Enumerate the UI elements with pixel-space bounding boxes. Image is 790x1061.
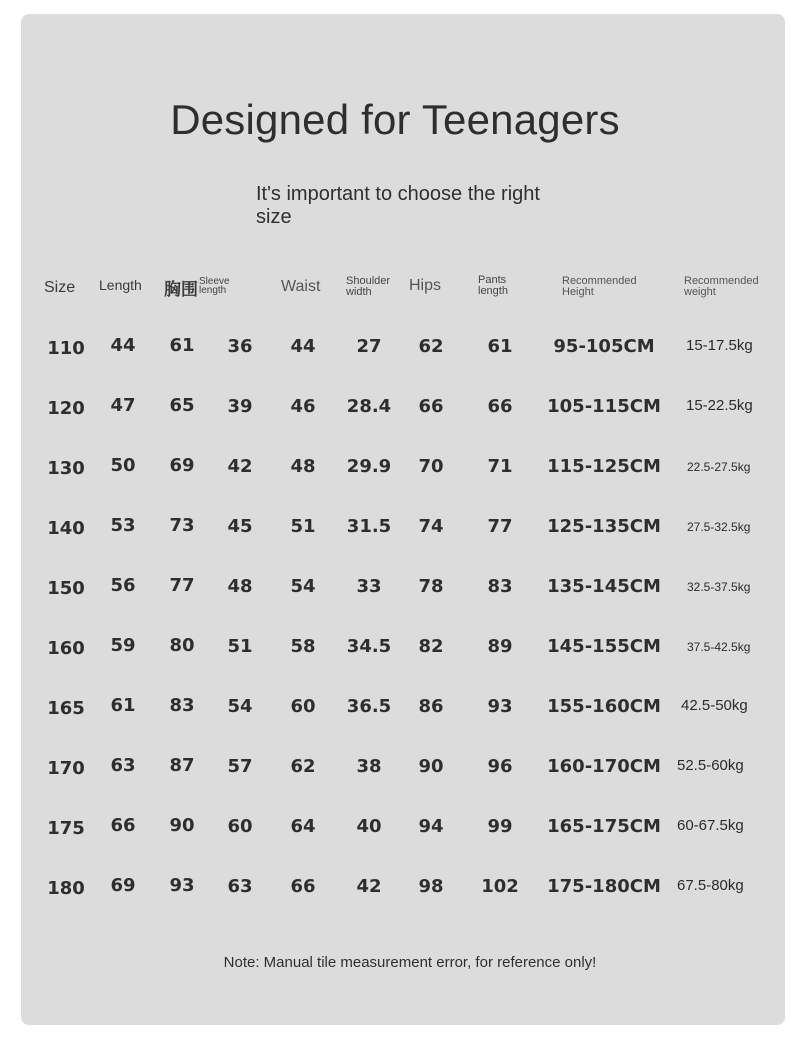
cell-pants: 66 bbox=[487, 396, 513, 417]
header-chest: 胸围 bbox=[164, 280, 198, 300]
cell-waist: 60 bbox=[290, 696, 316, 717]
cell-pants: 61 bbox=[487, 336, 513, 357]
cell-chest: 65 bbox=[169, 395, 195, 416]
header-weight: Recommended weight bbox=[684, 275, 759, 298]
cell-hips: 82 bbox=[418, 636, 444, 657]
cell-height: 95-105CM bbox=[553, 336, 655, 357]
cell-shoulder: 29.9 bbox=[346, 456, 392, 477]
cell-shoulder: 31.5 bbox=[346, 516, 392, 537]
cell-weight: 42.5-50kg bbox=[681, 697, 748, 714]
cell-pants: 93 bbox=[487, 696, 513, 717]
cell-weight: 67.5-80kg bbox=[677, 877, 744, 894]
cell-hips: 74 bbox=[418, 516, 444, 537]
cell-waist: 64 bbox=[290, 816, 316, 837]
subtitle: It's important to choose the right size bbox=[256, 183, 540, 228]
cell-hips: 98 bbox=[418, 876, 444, 897]
cell-weight: 15-17.5kg bbox=[686, 337, 753, 354]
cell-waist: 46 bbox=[290, 396, 316, 417]
cell-chest: 73 bbox=[169, 515, 195, 536]
cell-shoulder: 38 bbox=[356, 756, 382, 777]
cell-length: 59 bbox=[110, 635, 136, 656]
cell-weight: 15-22.5kg bbox=[686, 397, 753, 414]
cell-weight: 32.5-37.5kg bbox=[687, 580, 751, 594]
cell-hips: 94 bbox=[418, 816, 444, 837]
cell-shoulder: 33 bbox=[356, 576, 382, 597]
header-pants: Pants length bbox=[478, 274, 508, 297]
cell-sleeve: 51 bbox=[227, 636, 253, 657]
cell-height: 115-125CM bbox=[547, 456, 661, 477]
cell-hips: 90 bbox=[418, 756, 444, 777]
header-height: Recommended Height bbox=[562, 275, 637, 298]
cell-weight: 37.5-42.5kg bbox=[687, 640, 751, 654]
cell-chest: 69 bbox=[169, 455, 195, 476]
cell-hips: 62 bbox=[418, 336, 444, 357]
cell-size: 170 bbox=[47, 758, 85, 779]
header-hips: Hips bbox=[409, 277, 442, 294]
cell-chest: 61 bbox=[169, 335, 195, 356]
cell-height: 105-115CM bbox=[547, 396, 661, 417]
cell-size: 180 bbox=[47, 878, 85, 899]
cell-sleeve: 63 bbox=[227, 876, 253, 897]
cell-pants: 83 bbox=[487, 576, 513, 597]
cell-length: 69 bbox=[110, 875, 136, 896]
cell-length: 61 bbox=[110, 695, 136, 716]
cell-shoulder: 36.5 bbox=[346, 696, 392, 717]
cell-waist: 51 bbox=[290, 516, 316, 537]
cell-length: 56 bbox=[110, 575, 136, 596]
cell-hips: 66 bbox=[418, 396, 444, 417]
header-length: Length bbox=[99, 277, 142, 293]
cell-length: 47 bbox=[110, 395, 136, 416]
cell-sleeve: 57 bbox=[227, 756, 253, 777]
cell-chest: 90 bbox=[169, 815, 195, 836]
cell-chest: 93 bbox=[169, 875, 195, 896]
cell-pants: 89 bbox=[487, 636, 513, 657]
cell-size: 110 bbox=[47, 338, 85, 359]
cell-length: 63 bbox=[110, 755, 136, 776]
cell-height: 125-135CM bbox=[547, 516, 661, 537]
size-chart-card bbox=[21, 14, 785, 1025]
page-title: Designed for Teenagers bbox=[170, 96, 620, 143]
cell-waist: 44 bbox=[290, 336, 316, 357]
cell-chest: 83 bbox=[169, 695, 195, 716]
cell-size: 160 bbox=[47, 638, 85, 659]
cell-length: 50 bbox=[110, 455, 136, 476]
cell-hips: 70 bbox=[418, 456, 444, 477]
cell-waist: 62 bbox=[290, 756, 316, 777]
cell-hips: 86 bbox=[418, 696, 444, 717]
cell-sleeve: 42 bbox=[227, 456, 253, 477]
cell-hips: 78 bbox=[418, 576, 444, 597]
header-size: Size bbox=[44, 279, 76, 296]
cell-shoulder: 34.5 bbox=[346, 636, 392, 657]
cell-height: 175-180CM bbox=[547, 876, 661, 897]
cell-size: 150 bbox=[47, 578, 85, 599]
cell-sleeve: 39 bbox=[227, 396, 253, 417]
cell-waist: 48 bbox=[290, 456, 316, 477]
cell-chest: 80 bbox=[169, 635, 195, 656]
measurement-note: Note: Manual tile measurement error, for reference only! bbox=[223, 954, 597, 971]
cell-size: 165 bbox=[47, 698, 85, 719]
cell-sleeve: 54 bbox=[227, 696, 253, 717]
cell-waist: 54 bbox=[290, 576, 316, 597]
cell-length: 66 bbox=[110, 815, 136, 836]
cell-pants: 77 bbox=[487, 516, 513, 537]
header-shoulder: Shoulder width bbox=[346, 275, 391, 298]
cell-sleeve: 60 bbox=[227, 816, 253, 837]
cell-chest: 87 bbox=[169, 755, 195, 776]
cell-sleeve: 36 bbox=[227, 336, 253, 357]
cell-weight: 27.5-32.5kg bbox=[687, 520, 751, 534]
cell-sleeve: 45 bbox=[227, 516, 253, 537]
cell-shoulder: 42 bbox=[356, 876, 382, 897]
cell-height: 135-145CM bbox=[547, 576, 661, 597]
cell-pants: 71 bbox=[487, 456, 513, 477]
header-waist: Waist bbox=[281, 278, 321, 295]
cell-shoulder: 27 bbox=[356, 336, 382, 357]
cell-weight: 60-67.5kg bbox=[677, 817, 744, 834]
cell-waist: 58 bbox=[290, 636, 316, 657]
cell-weight: 22.5-27.5kg bbox=[687, 460, 751, 474]
cell-chest: 77 bbox=[169, 575, 195, 596]
cell-height: 165-175CM bbox=[547, 816, 661, 837]
cell-shoulder: 28.4 bbox=[346, 396, 392, 417]
header-sleeve: Sleeve length bbox=[199, 276, 230, 296]
cell-size: 175 bbox=[47, 818, 85, 839]
cell-waist: 66 bbox=[290, 876, 316, 897]
cell-length: 44 bbox=[110, 335, 136, 356]
cell-size: 120 bbox=[47, 398, 85, 419]
cell-pants: 102 bbox=[481, 876, 519, 897]
cell-height: 155-160CM bbox=[547, 696, 661, 717]
cell-size: 140 bbox=[47, 518, 85, 539]
cell-sleeve: 48 bbox=[227, 576, 253, 597]
cell-length: 53 bbox=[110, 515, 136, 536]
cell-height: 160-170CM bbox=[547, 756, 661, 777]
cell-height: 145-155CM bbox=[547, 636, 661, 657]
cell-pants: 99 bbox=[487, 816, 513, 837]
cell-size: 130 bbox=[47, 458, 85, 479]
cell-pants: 96 bbox=[487, 756, 513, 777]
cell-shoulder: 40 bbox=[356, 816, 382, 837]
cell-weight: 52.5-60kg bbox=[677, 757, 744, 774]
